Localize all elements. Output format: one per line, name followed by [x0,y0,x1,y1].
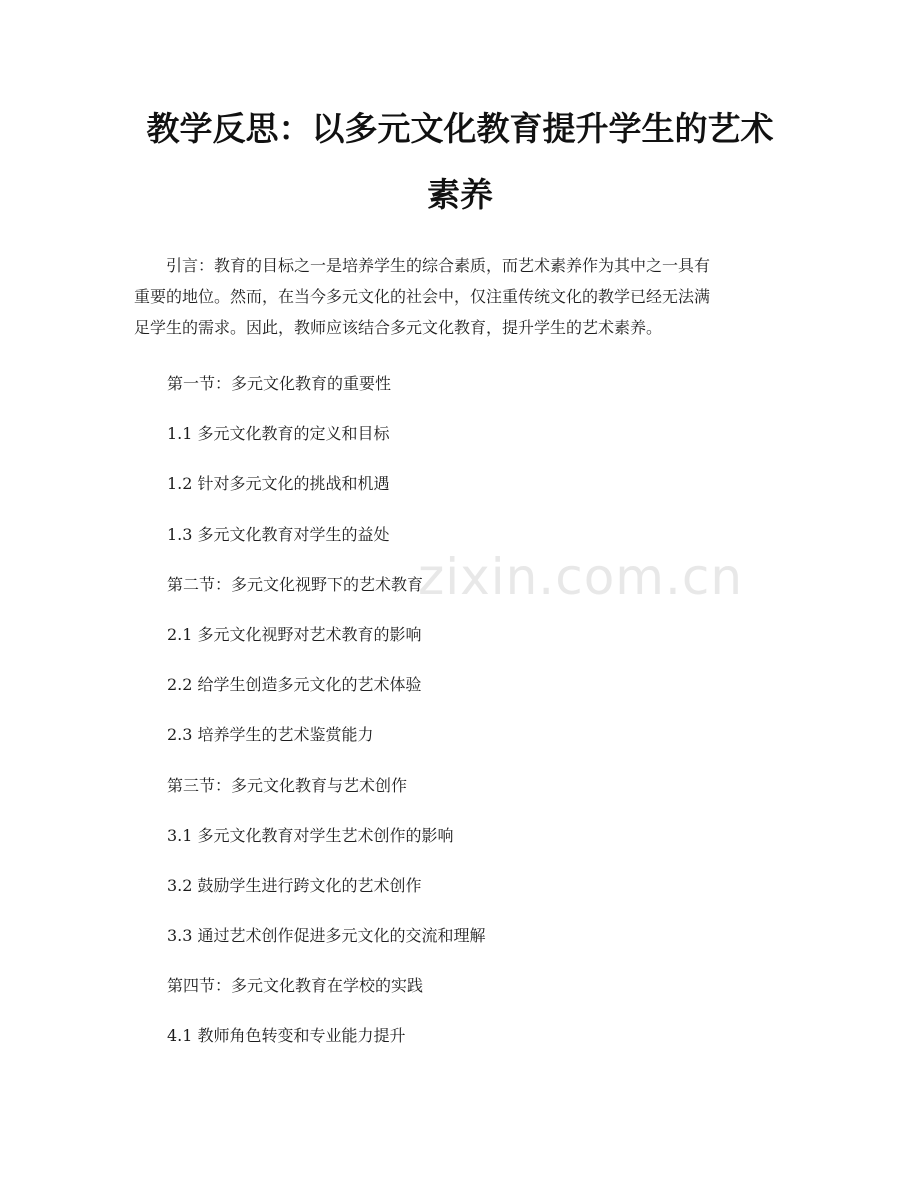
section-heading: 第三节：多元文化教育与艺术创作 [167,775,408,795]
subsection-item: 1.1 多元文化教育的定义和目标 [167,424,390,444]
subsection-item: 2.2 给学生创造多元文化的艺术体验 [167,675,422,695]
subsection-item: 1.3 多元文化教育对学生的益处 [167,524,390,544]
subsection-item: 3.2 鼓励学生进行跨文化的艺术创作 [167,875,422,895]
intro-line: 重要的地位。然而，在当今多元文化的社会中，仅注重传统文化的教学已经无法满 [134,287,711,306]
intro-line: 足学生的需求。因此，教师应该结合多元文化教育，提升学生的艺术素养。 [134,318,663,337]
document-title-line-1: 教学反思：以多元文化教育提升学生的艺术 [146,109,774,148]
intro-paragraph [134,250,794,343]
outline-list [167,372,767,1075]
subsection-item: 3.3 通过艺术创作促进多元文化的交流和理解 [167,926,486,946]
document-title-line-2: 素养 [427,175,493,214]
intro-line: 引言：教育的目标之一是培养学生的综合素质，而艺术素养作为其中之一具有 [166,256,711,275]
subsection-item: 1.2 针对多元文化的挑战和机遇 [167,474,390,494]
section-heading: 第二节：多元文化视野下的艺术教育 [167,574,424,594]
subsection-item: 2.1 多元文化视野对艺术教育的影响 [167,624,422,644]
watermark-text: zixin.com.cn [418,548,744,606]
section-heading: 第四节：多元文化教育在学校的实践 [167,976,424,996]
subsection-item: 3.1 多元文化教育对学生艺术创作的影响 [167,825,454,845]
section-heading: 第一节：多元文化教育的重要性 [167,374,392,393]
subsection-item: 4.1 教师角色转变和专业能力提升 [167,1026,406,1046]
subsection-item: 2.3 培养学生的艺术鉴赏能力 [167,725,374,745]
